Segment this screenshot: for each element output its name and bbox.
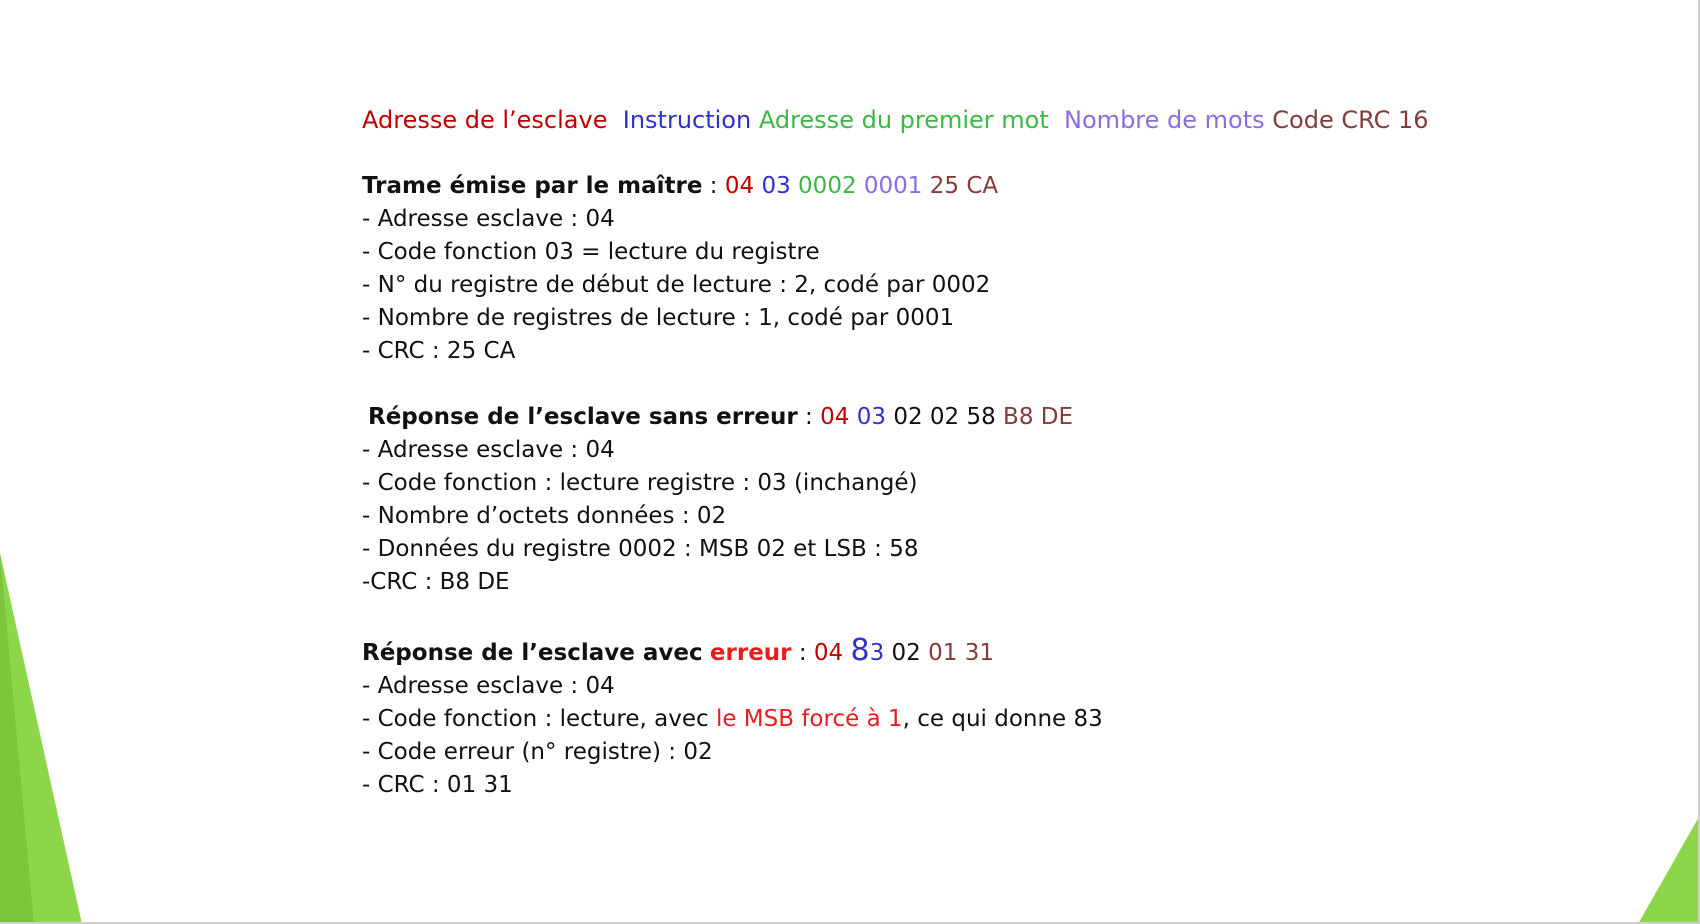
response-error-title: Réponse de l’esclave avec xyxy=(362,640,703,666)
master-frame-function: 03 xyxy=(761,173,791,199)
response-ok-address: 04 xyxy=(820,404,850,430)
master-frame-separator: : xyxy=(702,173,725,199)
response-error-item: - Code erreur (n° registre) : 02 xyxy=(362,739,713,765)
master-frame-address: 04 xyxy=(724,173,755,199)
response-error-address: 04 xyxy=(813,640,844,666)
response-error-function-rest: 3 xyxy=(869,640,885,666)
master-frame-item: - Nombre de registres de lecture : 1, codé par 0001 xyxy=(362,305,955,331)
master-frame-item: - Adresse esclave : 04 xyxy=(362,206,615,232)
response-error-separator: : xyxy=(791,640,814,666)
response-error-crc: 01 31 xyxy=(928,640,994,666)
response-error-code: 02 xyxy=(891,640,921,666)
response-error-item-function-suffix: , ce qui donne 83 xyxy=(902,706,1103,732)
legend-word-count: Nombre de mots xyxy=(1064,106,1265,134)
legend-instruction: Instruction xyxy=(622,106,752,134)
master-frame-heading xyxy=(362,170,1462,203)
response-ok-item: - Données du registre 0002 : MSB 02 et LSB : 58 xyxy=(362,536,919,562)
response-ok-data: 02 02 58 xyxy=(893,404,996,430)
response-ok-heading xyxy=(362,401,1462,434)
response-ok-function: 03 xyxy=(856,404,886,430)
response-ok-title: Réponse de l’esclave sans erreur xyxy=(368,404,798,430)
legend-slave-address: Adresse de l’esclave xyxy=(362,106,608,134)
response-ok-separator: : xyxy=(797,404,821,430)
right-green-triangle xyxy=(1638,815,1700,924)
master-frame-word-count: 0001 xyxy=(863,173,923,199)
master-frame-item: - N° du registre de début de lecture : 2, codé par 0002 xyxy=(362,272,991,298)
master-frame-item: - CRC : 25 CA xyxy=(362,338,516,364)
legend-first-word: Adresse du premier mot xyxy=(758,106,1049,134)
response-ok-item: - Code fonction : lecture registre : 03 (inchangé) xyxy=(362,470,918,496)
response-error-item: - CRC : 01 31 xyxy=(362,772,513,798)
master-frame-first-word: 0002 xyxy=(798,173,857,199)
response-ok-item: - Nombre d’octets données : 02 xyxy=(362,503,727,529)
slide-content xyxy=(362,104,1462,802)
master-frame-title: Trame émise par le maître xyxy=(362,173,703,199)
response-error-item-function-highlight: le MSB forcé à 1 xyxy=(715,706,903,732)
color-legend xyxy=(362,104,1462,137)
master-frame-crc: 25 CA xyxy=(929,173,999,199)
response-ok-item: -CRC : B8 DE xyxy=(362,569,510,595)
master-frame-item: - Code fonction 03 = lecture du registre xyxy=(362,239,820,265)
response-ok-item: - Adresse esclave : 04 xyxy=(362,437,615,463)
response-error-item: - Adresse esclave : 04 xyxy=(362,673,615,699)
legend-crc: Code CRC 16 xyxy=(1272,106,1429,134)
response-error-heading xyxy=(362,632,1462,670)
response-error-item-function xyxy=(362,703,1462,736)
response-error-title-error-word: erreur xyxy=(709,640,792,666)
response-error-function-big-digit: 8 xyxy=(850,633,870,668)
response-error-item-function-prefix: - Code fonction : lecture, avec xyxy=(362,706,716,732)
response-ok-crc: B8 DE xyxy=(1003,404,1074,430)
